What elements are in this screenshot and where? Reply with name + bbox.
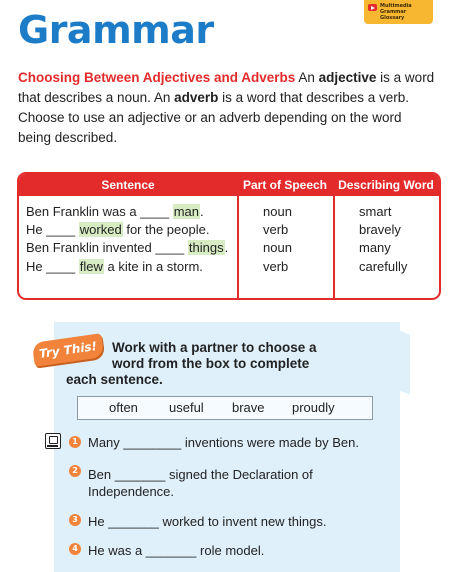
question-2: Ben _______ signed the Declaration of Independence. (88, 467, 313, 499)
question-number: 1 (69, 436, 81, 448)
word-bank-item: often (109, 400, 138, 415)
header-part-of-speech: Part of Speech (242, 178, 328, 192)
word-bank-item: useful (169, 400, 204, 415)
question-4: He was a _______ role model. (88, 543, 265, 558)
table-row (19, 257, 439, 276)
part-of-speech-cell: noun (263, 240, 292, 255)
highlighted-word: flew (79, 259, 103, 274)
question-number: 4 (69, 543, 81, 555)
sentence-cell: He ____ flew a kite in a storm. (26, 259, 203, 274)
intro-text-3: is a word that describes a verb. Choose to use an adjective or an adverb depending on the word being described. (18, 90, 410, 145)
describing-word-cell: many (359, 240, 391, 255)
part-of-speech-cell: verb (263, 259, 289, 274)
page-title: Grammar (18, 8, 214, 52)
word-bank (77, 396, 373, 420)
describing-word-cell: smart (359, 204, 392, 219)
sentence-cell: He ____ worked for the people. (26, 222, 210, 237)
word-bank-item: brave (232, 400, 265, 415)
multimedia-glossary-link[interactable] (364, 0, 433, 24)
header-sentence: Sentence (101, 178, 155, 192)
question-number: 2 (69, 465, 81, 477)
highlighted-word: worked (79, 222, 122, 237)
highlighted-word: things (188, 240, 224, 255)
term-adjective: adjective (318, 70, 377, 85)
sentence-cell: Ben Franklin invented ____ things. (26, 240, 229, 255)
examples-table (17, 172, 441, 300)
play-icon (368, 4, 377, 11)
table-row (19, 238, 439, 257)
sentence-cell: Ben Franklin was a ____ man. (26, 204, 204, 219)
badge-line-2: Grammar Glossary (380, 9, 407, 21)
intro-text-2: is a word that describes a noun. An (18, 70, 435, 105)
part-of-speech-cell: verb (263, 222, 289, 237)
section-heading: Choosing Between Adjectives and Adverbs (18, 70, 296, 85)
intro-paragraph (18, 68, 438, 148)
header-describing-word: Describing Word (338, 178, 434, 192)
table-header (19, 174, 439, 196)
describing-word-cell: carefully (359, 259, 408, 274)
intro-text-1: An (298, 70, 315, 85)
try-this-badge: Try This! (32, 333, 105, 367)
table-row (19, 202, 439, 221)
term-adverb: adverb (174, 90, 219, 105)
badge-line-1: Multimedia (380, 3, 412, 9)
try-this-instructions: Work with a partner to choose a word from the box to complete each sentence. (66, 340, 317, 387)
table-row (19, 220, 439, 239)
audio-icon[interactable] (45, 433, 61, 449)
question-3: He _______ worked to invent new things. (88, 514, 327, 529)
question-1: Many ________ inventions were made by Ben. (88, 435, 360, 450)
question-number: 3 (69, 514, 81, 526)
highlighted-word: man (173, 204, 200, 219)
describing-word-cell: bravely (359, 222, 401, 237)
part-of-speech-cell: noun (263, 204, 292, 219)
word-bank-item: proudly (292, 400, 335, 415)
